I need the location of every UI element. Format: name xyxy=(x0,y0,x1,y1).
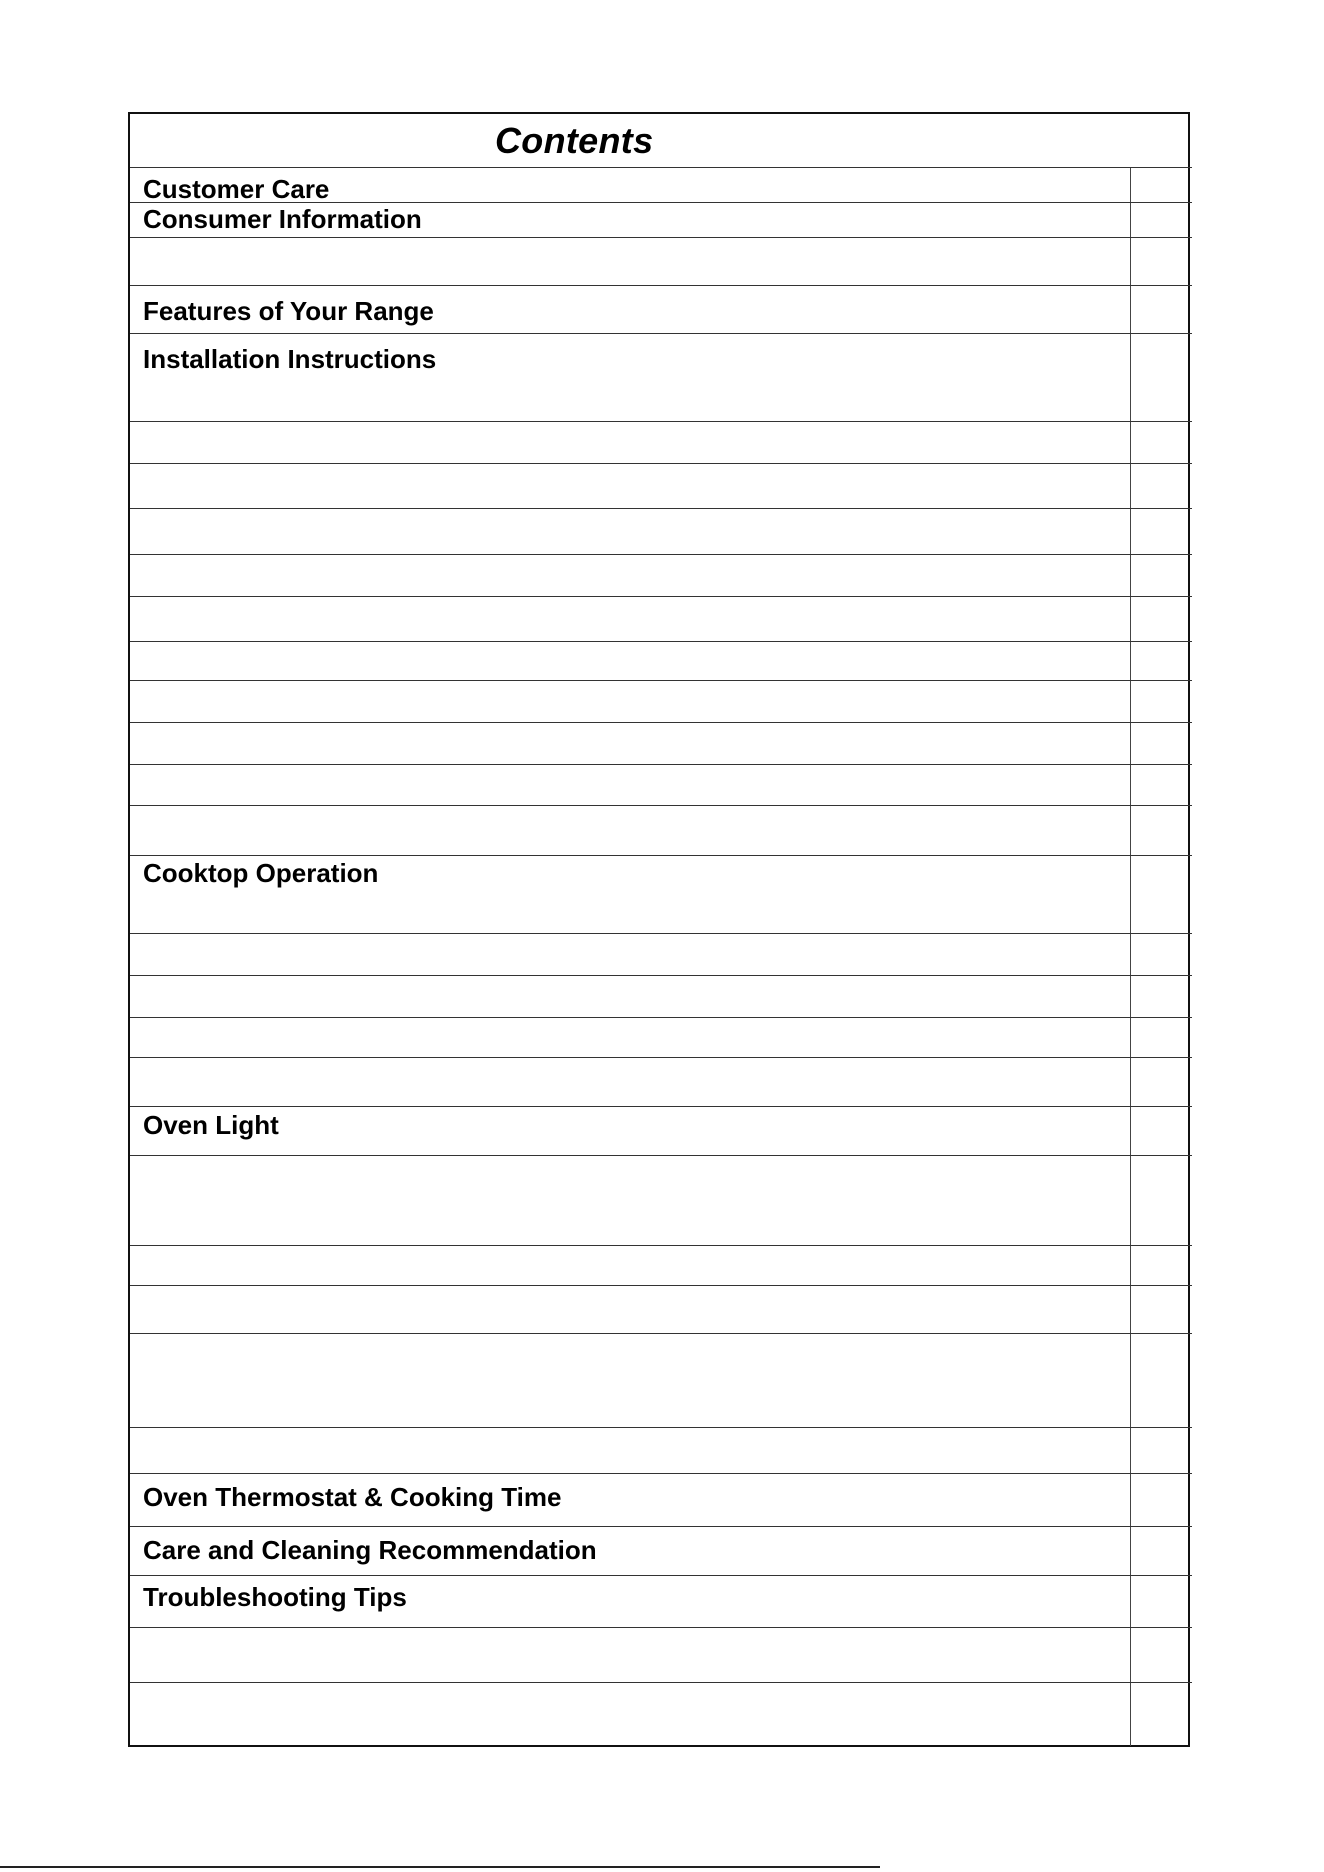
footer-rule xyxy=(0,1866,880,1868)
toc-entry xyxy=(130,1628,1192,1683)
toc-entry xyxy=(130,934,1192,976)
toc-entry xyxy=(130,509,1192,555)
toc-entry xyxy=(130,1107,1192,1156)
toc-entry xyxy=(130,334,1192,422)
toc-entry xyxy=(130,681,1192,723)
toc-entry xyxy=(130,1474,1192,1527)
toc-entry xyxy=(130,1156,1192,1246)
table-of-contents xyxy=(128,112,1190,1747)
toc-entry xyxy=(130,597,1192,642)
toc-entry-label: Cooktop Operation xyxy=(143,858,379,888)
toc-entry xyxy=(130,1286,1192,1334)
page-title: Contents xyxy=(495,120,654,161)
toc-entry-label: Care and Cleaning Recommendation xyxy=(143,1535,597,1565)
toc-entry-label: Installation Instructions xyxy=(143,344,437,374)
contents-heading-row xyxy=(130,114,1192,168)
toc-entry-label: Troubleshooting Tips xyxy=(143,1582,407,1612)
toc-entry xyxy=(130,1058,1192,1107)
toc-entry xyxy=(130,203,1192,238)
toc-entry xyxy=(130,642,1192,681)
toc-entry xyxy=(130,168,1192,203)
toc-entry xyxy=(130,1018,1192,1058)
toc-entry xyxy=(130,1683,1192,1745)
toc-entry-label: Customer Care xyxy=(143,174,330,204)
toc-entry-label: Features of Your Range xyxy=(143,296,434,326)
toc-entry xyxy=(130,1576,1192,1628)
toc-entry xyxy=(130,765,1192,806)
toc-entry xyxy=(130,976,1192,1018)
toc-entry xyxy=(130,422,1192,464)
toc-entry xyxy=(130,723,1192,765)
toc-entry-label: Oven Light xyxy=(143,1110,279,1140)
toc-entry xyxy=(130,856,1192,934)
toc-entry xyxy=(130,286,1192,334)
toc-entry xyxy=(130,464,1192,509)
toc-entry-label: Consumer Information xyxy=(143,204,422,234)
toc-entry xyxy=(130,238,1192,286)
toc-entry-label: Oven Thermostat & Cooking Time xyxy=(143,1482,562,1512)
toc-entry xyxy=(130,1428,1192,1474)
toc-entry xyxy=(130,806,1192,856)
toc-entry xyxy=(130,1246,1192,1286)
toc-entry xyxy=(130,1527,1192,1576)
toc-entry xyxy=(130,1334,1192,1428)
toc-entry xyxy=(130,555,1192,597)
